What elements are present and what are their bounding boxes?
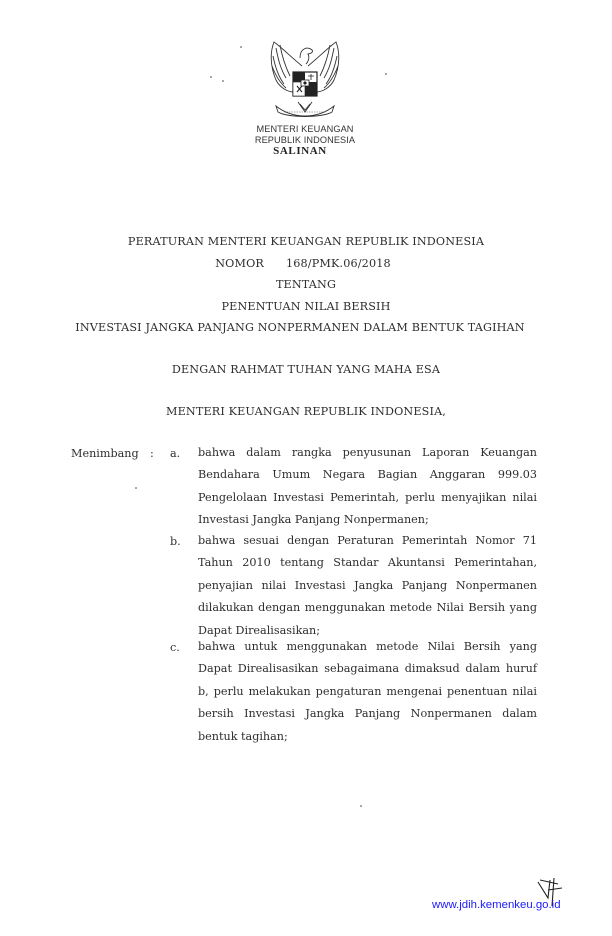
item-b-marker: b. — [170, 535, 181, 548]
text-line: penyajian nilai Investasi Jangka Panjang Nonpermanen — [198, 578, 537, 592]
regulation-number — [0, 257, 609, 270]
letterhead-line-2: REPUBLIK INDONESIA — [254, 135, 356, 145]
scan-speck — [240, 46, 242, 48]
tentang-heading: TENTANG — [275, 278, 337, 291]
scan-speck — [210, 76, 212, 78]
text-line: bahwa dalam rangka penyusunan Laporan Keuangan — [198, 446, 537, 459]
authority-statement: MENTERI KEUANGAN REPUBLIK INDONESIA, — [165, 405, 447, 418]
text-line: Bendahara Umum Negara Bagian Anggaran 999.03 — [198, 468, 537, 482]
text-line: bahwa sesuai dengan Peraturan Pemerintah Nomor 71 — [198, 534, 537, 547]
text-line: Dapat Direalisasikan sebagaimana dimaksud dalam huruf — [198, 662, 537, 676]
item-c-marker: c. — [170, 641, 180, 654]
text-line: Tahun 2010 tentang Standar Akuntansi Pemerintahan, — [198, 556, 537, 570]
nomor-label: NOMOR — [215, 257, 264, 270]
text-line: bentuk tagihan; — [198, 729, 288, 743]
scan-speck — [222, 80, 224, 82]
letterhead-line-1: MENTERI KEUANGAN — [256, 124, 354, 134]
text-line: dilakukan dengan menggunakan metode Nilai Bersih yang — [198, 601, 537, 615]
menimbang-label: Menimbang — [71, 447, 139, 460]
text-line: Investasi Jangka Panjang Nonpermanen; — [198, 513, 429, 527]
regulation-title: PERATURAN MENTERI KEUANGAN REPUBLIK INDONESIA — [127, 235, 485, 248]
salinan-stamp: SALINAN — [273, 145, 327, 157]
scan-speck — [360, 805, 362, 807]
text-line: Pengelolaan Investasi Pemerintah, perlu menyajikan nilai — [198, 490, 537, 504]
garuda-pancasila-emblem-icon — [262, 36, 348, 124]
subject-line-2: INVESTASI JANGKA PANJANG NONPERMANEN DALAM BENTUK TAGIHAN — [75, 321, 525, 334]
scan-speck — [385, 73, 387, 75]
menimbang-colon: : — [150, 447, 154, 460]
consideration-item-b — [198, 530, 537, 642]
nomor-value: 168/PMK.06/2018 — [286, 257, 391, 270]
invocation: DENGAN RAHMAT TUHAN YANG MAHA ESA — [171, 363, 441, 376]
scan-speck — [135, 487, 137, 489]
consideration-item-c — [198, 636, 537, 748]
text-line: b, perlu melakukan pengaturan mengenai penentuan nilai — [198, 684, 537, 698]
jdih-website-link[interactable]: www.jdih.kemenkeu.go.id — [432, 899, 561, 911]
text-line: bersih Investasi Jangka Panjang Nonpermanen dalam — [198, 707, 537, 721]
item-a-marker: a. — [170, 447, 181, 460]
text-line: bahwa untuk menggunakan metode Nilai Bersih yang — [198, 640, 537, 653]
consideration-item-a — [198, 442, 537, 532]
subject-line-1: PENENTUAN NILAI BERSIH — [221, 300, 391, 313]
text-line: Dapat Direalisasikan; — [198, 623, 321, 637]
